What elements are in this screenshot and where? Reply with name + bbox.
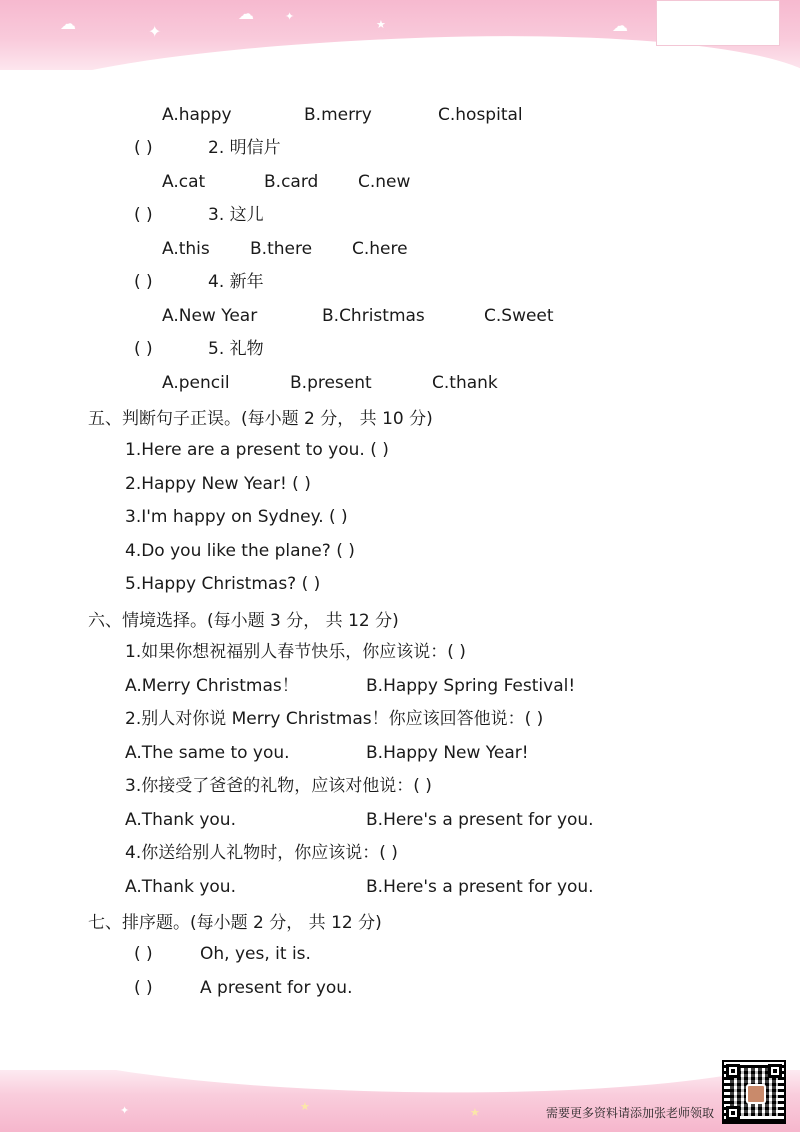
q5-item-2: 2.Happy New Year! ( ) xyxy=(125,474,311,494)
star-icon: ★ xyxy=(300,1100,310,1113)
q6-item4-option-b: B.Here's a present for you. xyxy=(366,877,594,897)
q6-item3-option-b: B.Here's a present for you. xyxy=(366,810,594,830)
q5-item-1: 1.Here are a present to you. ( ) xyxy=(125,440,389,460)
q5-item-5: 5.Happy Christmas? ( ) xyxy=(125,574,321,594)
q4-item2-label: 2. 明信片 xyxy=(208,138,281,158)
footer-note: 需要更多资料请添加张老师领取 xyxy=(546,1106,715,1120)
star-icon: ★ xyxy=(470,1106,480,1119)
q4-item5-option-a: A.pencil xyxy=(162,373,230,393)
qr-finder-icon xyxy=(726,1106,740,1120)
sparkle-icon: ✦ xyxy=(120,1104,130,1117)
q4-item2-option-b: B.card xyxy=(264,172,319,192)
q4-item3-option-c: C.here xyxy=(352,239,408,259)
q6-item4-question: 4.你送给别人礼物时，你应该说：( ) xyxy=(125,843,398,863)
q4-item5-label: 5. 礼物 xyxy=(208,339,264,359)
q4-item4-option-c: C.Sweet xyxy=(484,306,554,326)
sparkle-icon: ✦ xyxy=(285,10,295,23)
q7-item1-answer-paren[interactable]: ( ) xyxy=(134,944,153,964)
avatar xyxy=(746,1084,766,1104)
q4-item3-answer-paren[interactable]: ( ) xyxy=(134,205,153,225)
q4-item1-option-c: C.hospital xyxy=(438,105,523,125)
q6-item2-option-a: A.The same to you. xyxy=(125,743,290,763)
footer-decoration xyxy=(0,1070,800,1132)
q6-item1-option-b: B.Happy Spring Festival! xyxy=(366,676,576,696)
q7-item2-text: A present for you. xyxy=(200,978,353,998)
q6-item2-question: 2.别人对你说 Merry Christmas！你应该回答他说：( ) xyxy=(125,709,544,729)
qr-code-icon xyxy=(722,1060,786,1124)
cloud-icon: ☁ xyxy=(612,16,628,35)
q4-item1-option-b: B.merry xyxy=(304,105,372,125)
q4-item2-answer-paren[interactable]: ( ) xyxy=(134,138,153,158)
q4-item5-option-b: B.present xyxy=(290,373,372,393)
q4-item4-answer-paren[interactable]: ( ) xyxy=(134,272,153,292)
q4-item3-option-b: B.there xyxy=(250,239,313,259)
q4-item3-option-a: A.this xyxy=(162,239,210,259)
q6-item3-option-a: A.Thank you. xyxy=(125,810,236,830)
q7-item1-text: Oh, yes, it is. xyxy=(200,944,311,964)
sparkle-icon: ✦ xyxy=(148,22,162,41)
star-icon: ★ xyxy=(376,18,386,31)
section-6-heading: 六、情境选择。(每小题 3 分， 共 12 分) xyxy=(88,611,399,631)
q4-item2-option-c: C.new xyxy=(358,172,411,192)
q6-item4-option-a: A.Thank you. xyxy=(125,877,236,897)
section-5-heading: 五、判断句子正误。(每小题 2 分， 共 10 分) xyxy=(88,409,433,429)
q4-item4-option-a: A.New Year xyxy=(162,306,258,326)
q6-item1-question: 1.如果你想祝福别人春节快乐，你应该说：( ) xyxy=(125,642,466,662)
cloud-icon: ☁ xyxy=(60,14,76,33)
qr-finder-icon xyxy=(768,1064,782,1078)
q4-item5-answer-paren[interactable]: ( ) xyxy=(134,339,153,359)
q4-item4-option-b: B.Christmas xyxy=(322,306,425,326)
q5-item-4: 4.Do you like the plane? ( ) xyxy=(125,541,355,561)
header-decoration xyxy=(0,0,800,70)
footer-curve xyxy=(0,1025,800,1099)
q6-item1-option-a: A.Merry Christmas！ xyxy=(125,676,299,696)
q5-item-3: 3.I'm happy on Sydney. ( ) xyxy=(125,507,348,527)
q7-item2-answer-paren[interactable]: ( ) xyxy=(134,978,153,998)
section-7-heading: 七、排序题。(每小题 2 分， 共 12 分) xyxy=(88,913,382,933)
q4-item4-label: 4. 新年 xyxy=(208,272,264,292)
header-card xyxy=(656,0,780,46)
q6-item3-question: 3.你接受了爸爸的礼物，应该对他说：( ) xyxy=(125,776,432,796)
qr-finder-icon xyxy=(726,1064,740,1078)
q6-item2-option-b: B.Happy New Year! xyxy=(366,743,529,763)
q4-item2-option-a: A.cat xyxy=(162,172,206,192)
q4-item3-label: 3. 这儿 xyxy=(208,205,264,225)
cloud-icon: ☁ xyxy=(238,4,254,23)
q4-item5-option-c: C.thank xyxy=(432,373,498,393)
q4-item1-option-a: A.happy xyxy=(162,105,232,125)
